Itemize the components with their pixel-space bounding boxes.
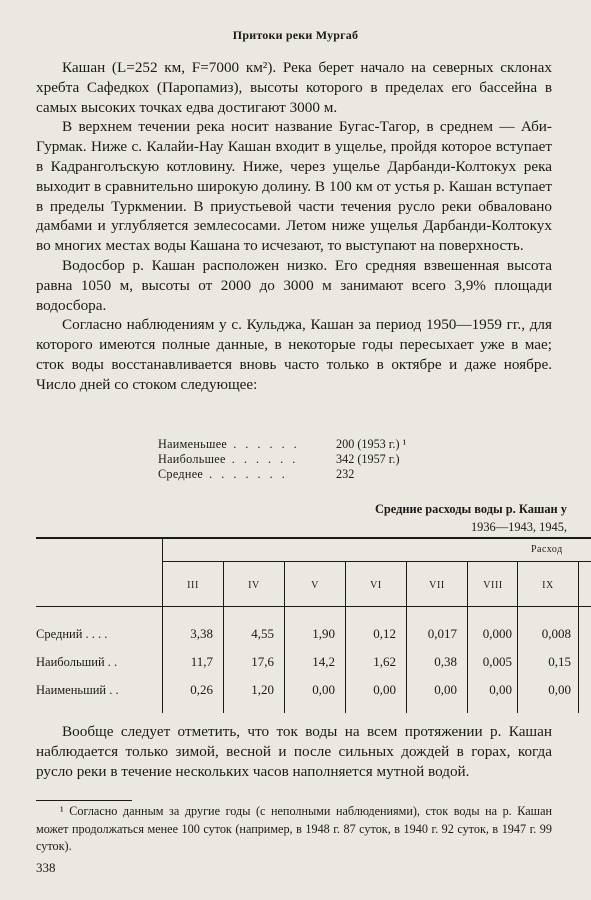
table-cell: 1,20 — [251, 682, 274, 697]
unit-label: Расход — [531, 544, 563, 555]
page-number: 338 — [36, 860, 56, 875]
table-cell: 0,017 — [427, 626, 457, 641]
month-header: V — [311, 580, 319, 591]
month-header: IX — [542, 580, 554, 591]
flow-days-row-max: Наибольшее . . . . . . 342 (1957 г.) — [158, 452, 400, 467]
month-header: IV — [248, 580, 260, 591]
month-header: VII — [429, 580, 445, 591]
table-cell: 14,2 — [312, 654, 335, 669]
table-top-rule — [36, 537, 591, 539]
flow-days-value: 200 (1953 г.) ¹ — [336, 437, 407, 451]
table-unit-rule — [162, 561, 591, 562]
flow-days-row-mean: Среднее . . . . . . . 232 — [158, 467, 355, 482]
paragraph-catchment: Водосбор р. Кашан расположен низко. Его средняя взвешенная высота равна 1050 м, высоты от 2000 до 3000 м занимают всего 3,9% площади водосбора. — [36, 256, 552, 314]
table-cell: 0,00 — [373, 682, 396, 697]
paragraph-closing: Вообще следует отметить, что ток воды на всем протяжении р. Кашан наблюдается только зимой, весной и после сильных дождей в горах, когда русло реки в течение нескольких часов наполняется мутной водой. — [36, 723, 552, 780]
column-divider — [578, 561, 579, 713]
table-cell: 11,7 — [190, 654, 213, 669]
flow-days-label: Наибольшее — [158, 452, 226, 467]
table-cell: 0,26 — [190, 682, 213, 697]
table-cell: 17,6 — [251, 654, 274, 669]
month-header: VI — [370, 580, 382, 591]
table-caption-years: 1936—1943, 1945, — [470, 520, 567, 534]
paragraph-intro: Кашан (L=252 км, F=7000 км²). Река берет начало на северных склонах хребта Сафедкох (Паропамиз), высоты которого в пределах его бассейна в самых высоких точках едва достигают 3000 м. — [36, 59, 552, 116]
footnote: ¹ Согласно данным за другие годы (с неполными наблюдениями), сток воды на р. Кашан может продолжаться менее 100 суток (например, в 1948 г. 87 суток, в 1940 г. 92 суток, в 1947 г. 99 суток). — [36, 804, 552, 853]
flow-days-list — [158, 437, 406, 483]
main-text — [36, 58, 552, 395]
table-cell: 0,008 — [541, 626, 571, 641]
paragraph-observations: Согласно наблюдениям у с. Кульджа, Кашан за период 1950—1959 гг., для которого имеются полные данные, в некоторые годы пересыхает уже в мае; сток воды восстанавливается вновь часто только в октябре и даже ноябре. Число дней со стоком следующее: — [36, 316, 552, 393]
table-cell: 0,005 — [482, 654, 512, 669]
table-cell: 4,55 — [251, 626, 274, 641]
row-label: Наибольший . . — [36, 655, 118, 669]
discharge-table — [36, 537, 591, 713]
flow-days-label: Среднее — [158, 467, 204, 482]
flow-days-value: 342 (1957 г.) — [336, 452, 400, 467]
table-cell: 0,15 — [548, 654, 571, 669]
table-caption-title: Средние расходы воды р. Кашан у — [374, 502, 567, 516]
flow-days-value: 232 — [336, 467, 355, 482]
table-cell: 1,90 — [312, 626, 335, 641]
table-cell: 1,62 — [373, 654, 396, 669]
table-cell: 3,38 — [190, 626, 213, 641]
flow-days-label: Наименьшее — [158, 437, 228, 451]
table-header-rule — [36, 606, 591, 607]
table-cell: 0,00 — [548, 682, 571, 697]
row-label: Средний . . . . — [36, 627, 108, 641]
closing-text — [36, 722, 552, 782]
paragraph-course: В верхнем течении река носит название Бугас-Тагор, в среднем — Аби-Гурмак. Ниже с. Калайи-Нау Кашан входит в ущелье, пройдя которое вступает в Кадранголъскую котловину. Ниже, через ущелье Дарбанди-Колтокух река выходит в сравнительно широкую долину. В 100 км от устья р. Кашан вступает в пределы Туркмении. В приустьевой части течения русло реки обвалованo дамбами и углубляется землесосами. Летом ниже ущелья Дарбанди-Колтокух во многих местах воды Кашана то исчезают, то выступают на поверхность. — [36, 118, 552, 255]
table-cell: 0,00 — [312, 682, 335, 697]
table-cell: 0,000 — [482, 626, 512, 641]
table-cell: 0,38 — [434, 654, 457, 669]
table-cell: 0,12 — [373, 626, 396, 641]
footnote-rule — [36, 800, 132, 801]
row-label: Наименьший . . — [36, 683, 119, 697]
table-cell: 0,00 — [489, 682, 512, 697]
month-header: VIII — [483, 580, 503, 591]
table-cell: 0,00 — [434, 682, 457, 697]
month-header: III — [187, 580, 199, 591]
table-caption — [375, 500, 567, 536]
running-header: Притоки реки Мургаб — [232, 28, 359, 42]
flow-days-row-min: Наименьшее . . . . . . 200 (1953 г.) ¹ — [158, 437, 407, 451]
